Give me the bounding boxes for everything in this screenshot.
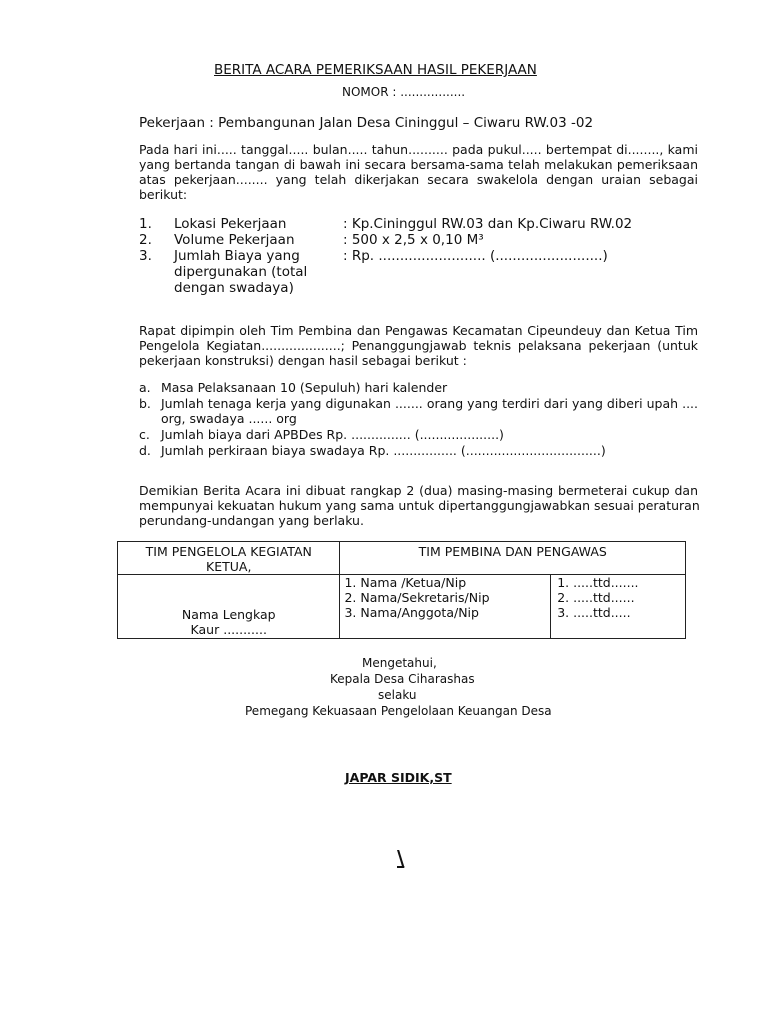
- item-value: : 500 x 2,5 x 0,10 M³: [343, 232, 484, 248]
- nomor-line: NOMOR : .................: [342, 85, 466, 99]
- ttd-line: 1. .....ttd.......: [557, 575, 639, 590]
- signature-table: [117, 541, 686, 639]
- member-name: 3. Nama/Anggota/Nip: [344, 605, 479, 620]
- pengelola-header: KETUA,: [206, 559, 252, 574]
- kepala-desa: Kepala Desa Ciharashas: [330, 672, 475, 686]
- pekerjaan-line: Pekerjaan : Pembangunan Jalan Desa Cininggul – Ciwaru RW.03 -02: [139, 115, 594, 131]
- selaku: selaku: [378, 688, 417, 702]
- item-value: : Rp. ......................... (.........................): [343, 248, 608, 264]
- kaur-line: Kaur ...........: [190, 622, 267, 637]
- item-label-line: dengan swadaya): [174, 280, 294, 296]
- document-title: BERITA ACARA PEMERIKSAAN HASIL PEKERJAAN: [214, 62, 537, 78]
- rapat-line: pekerjaan konstruksi) dengan hasil sebagai berikut :: [139, 353, 467, 368]
- closing-paragraph: [139, 483, 698, 528]
- ttd-line: 2. .....ttd......: [557, 590, 635, 605]
- ttd-line: 3. .....ttd.....: [557, 605, 631, 620]
- member-name: 1. Nama /Ketua/Nip: [344, 575, 467, 590]
- member-name: 2. Nama/Sekretaris/Nip: [344, 590, 490, 605]
- rapat-line: Rapat dipimpin oleh Tim Pembina dan Pengawas Kecamatan Cipeundeuy dan Ketua Tim: [139, 323, 698, 338]
- pengelola-signature-cell: [118, 575, 340, 639]
- item-label-line: Jumlah Biaya yang: [174, 248, 300, 264]
- rapat-paragraph: [139, 323, 698, 368]
- closing-line: mempunyai kekuatan hukum yang sama untuk dipertanggungjawabkan sesuai peraturan: [139, 498, 700, 513]
- pengelola-header: TIM PENGELOLA KEGIATAN: [145, 544, 312, 559]
- result-text: Masa Pelaksanaan 10 (Sepuluh) hari kalender: [161, 380, 448, 395]
- signatory-name: JAPAR SIDIK,ST: [345, 770, 452, 785]
- item-number: 3.: [139, 248, 152, 264]
- nama-lengkap: Nama Lengkap: [181, 607, 276, 622]
- result-text: org, swadaya ...... org: [161, 411, 297, 426]
- item-label: Volume Pekerjaan: [174, 232, 295, 248]
- closing-line: Demikian Berita Acara ini dibuat rangkap 2 (dua) masing-masing bermeterai cukup dan: [139, 483, 698, 498]
- result-text: Jumlah tenaga kerja yang digunakan ....... orang yang terdiri dari yang diberi upah ....: [161, 396, 698, 411]
- names-cell: [340, 575, 551, 639]
- pengelola-header-cell: [118, 542, 340, 575]
- intro-paragraph: [139, 142, 698, 202]
- ttd-cell: [551, 575, 686, 639]
- pembina-header: TIM PEMBINA DAN PENGAWAS: [418, 544, 607, 559]
- intro-line: yang bertanda tangan di bawah ini secara bersama-sama telah melakukan pemeriksaan: [139, 157, 698, 172]
- closing-line: perundang-undangan yang berlaku.: [139, 513, 364, 528]
- result-letter: c.: [139, 427, 150, 442]
- result-letter: a.: [139, 380, 151, 395]
- mengetahui-label: Mengetahui,: [362, 656, 437, 670]
- intro-line: berikut:: [139, 187, 188, 202]
- item-label: Lokasi Pekerjaan: [174, 216, 287, 232]
- result-text: Jumlah biaya dari APBDes Rp. ............... (....................): [161, 427, 504, 442]
- item-number: 2.: [139, 232, 152, 248]
- result-letter: b.: [139, 396, 151, 411]
- item-value: : Kp.Cininggul RW.03 dan Kp.Ciwaru RW.02: [343, 216, 633, 232]
- pembina-header-cell: [340, 542, 686, 575]
- result-text: Jumlah perkiraan biaya swadaya Rp. ................ (..................................): [161, 443, 606, 458]
- result-letter: d.: [139, 443, 151, 458]
- item-number: 1.: [139, 216, 152, 232]
- item-label-line: dipergunakan (total: [174, 264, 308, 280]
- rapat-line: Pengelola Kegiatan....................; Penanggungjawab teknis pelaksana pekerjaan (untuk: [139, 338, 698, 353]
- intro-line: atas pekerjaan........ yang telah dikerjakan secara swakelola dengan uraian sebagai: [139, 172, 698, 187]
- pemegang-kekuasaan: Pemegang Kekuasaan Pengelolaan Keuangan Desa: [245, 704, 552, 718]
- stray-mark: \: [397, 846, 405, 870]
- intro-line: Pada hari ini..... tanggal..... bulan..... tahun.......... pada pukul..... bertempat di........, kami: [139, 142, 698, 157]
